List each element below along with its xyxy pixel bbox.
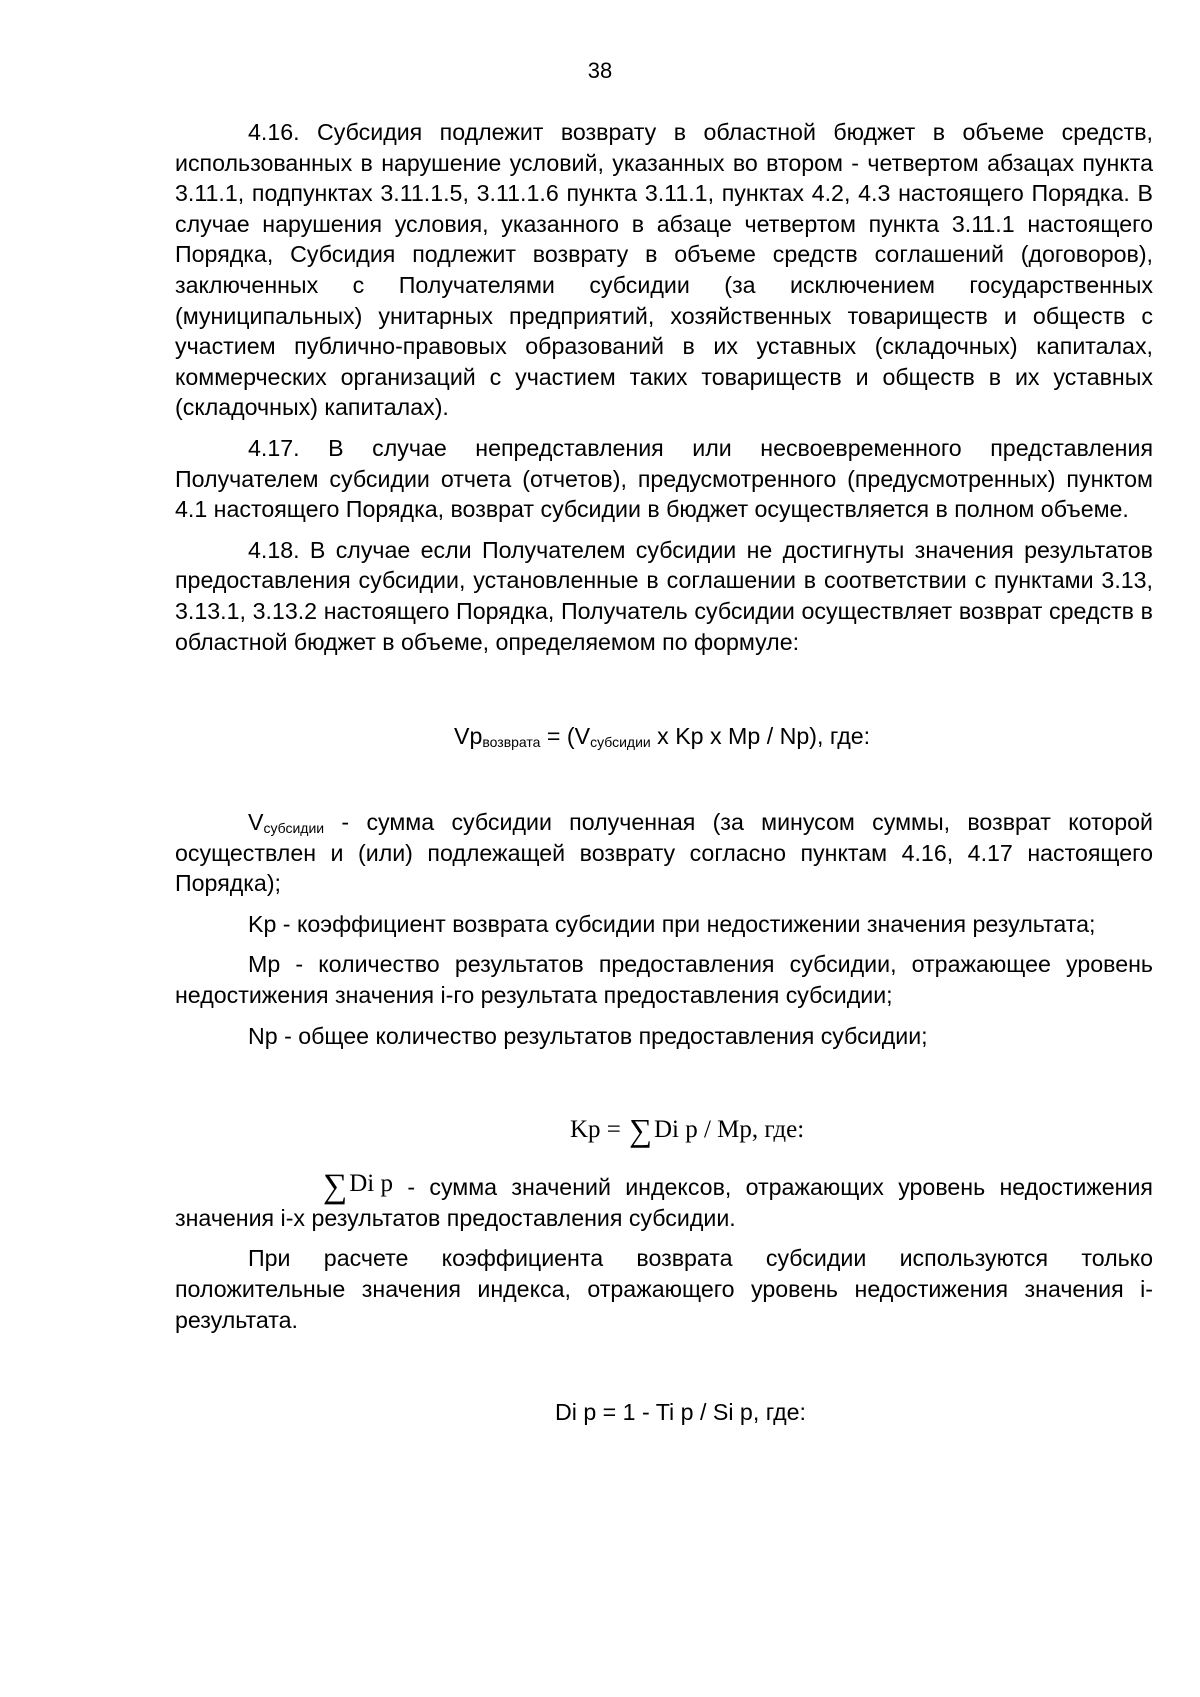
formula-di: Di p = 1 - Ti p / Si p, где: — [555, 1399, 806, 1426]
note-positive-values: При расчете коэффициента возврата субсидии используются только положительные значения индекса, отражающего уровень недостижения значения i-результата. — [175, 1245, 1153, 1333]
paragraph-4-16: 4.16. Субсидия подлежит возврату в областной бюджет в объеме средств, использованных в нарушение условий, указанных во втором - четвертом абзацах пункта 3.11.1, подпунктах 3.11.1.5, 3.11.1.6 пункта 3.11.1, пунктах 4.2, 4.3 настоящего Порядка. В случае нарушения условия, указанного в абзаце четвертом пункта 3.11.1 настоящего Порядка, Субсидия подлежит возврату в объеме средств соглашений (договоров), заключенных с Получателями субсидии (за исключением государственных (муниципальных) унитарных предприятий, хозяйственных товариществ и обществ с участием публично-правовых образований в их уставных (складочных) капиталах, коммерческих организаций с участием таких товариществ и обществ в их уставных (складочных) капиталах). — [175, 119, 1153, 421]
sum-di-text: - сумма значений индексов, отражающих уровень недостижения значения i-х результатов предоставления субсидии. — [175, 1174, 1153, 1231]
definition-v-text: - сумма субсидии полученная (за минусом суммы, возврат которой осуществлен и (или) подлежащей возврату согласно пунктам 4.16, 4.17 настоящего Порядка); — [175, 809, 1153, 897]
document-body — [175, 117, 1153, 1427]
sum-di-label: Di p — [349, 1170, 393, 1198]
definition-v-subscript: субсидии — [263, 820, 325, 837]
sigma-symbol: ∑ — [323, 1168, 348, 1206]
formula-kp — [570, 1112, 1153, 1149]
definition-kp: Kp - коэффициент возврата субсидии при недостижении значения результата; — [248, 910, 1096, 937]
definition-v-subsidy — [175, 807, 1153, 899]
definition-np: Np - общее количество результатов предоставления субсидии; — [248, 1022, 928, 1049]
formula-vp-lhs-subscript: возврата — [482, 734, 541, 751]
formula-kp-rhs: Di p / Mp, где: — [653, 1116, 805, 1144]
formula-kp-lhs: Kp = — [570, 1116, 628, 1144]
definition-v-symbol: V — [248, 809, 264, 836]
formula-vp-eq-open: = (V — [540, 723, 591, 750]
sigma-symbol: ∑ — [629, 1112, 652, 1149]
formula-vp-lhs: Vp — [454, 723, 483, 750]
paragraph-4-17: 4.17. В случае непредставления или несвоевременного представления Получателем субсидии отчета (отчетов), предусмотренного (предусмотренных) пунктом 4.1 настоящего Порядка, возврат субсидии в бюджет осуществляется в полном объеме. — [175, 434, 1153, 523]
formula-vp-rest: x Kp x Mp / Np), где: — [650, 723, 871, 750]
definition-sum-di — [175, 1169, 1153, 1233]
formula-vp-return — [454, 721, 1153, 751]
formula-v-subscript: субсидии — [590, 734, 651, 751]
paragraph-4-18: 4.18. В случае если Получателем субсидии не достигнуты значения результатов предоставления субсидии, установленные в соглашении в соответствии с пунктами 3.13, 3.13.1, 3.13.2 настоящего Порядка, Получатель субсидии осуществляет возврат средств в областной бюджет в объеме, определяемом по формуле: — [175, 536, 1153, 655]
sum-di-symbol — [248, 1168, 393, 1206]
page-number: 38 — [587, 58, 613, 83]
definition-mp: Mp - количество результатов предоставления субсидии, отражающее уровень недостижения значения i-го результата предоставления субсидии; — [175, 951, 1153, 1009]
